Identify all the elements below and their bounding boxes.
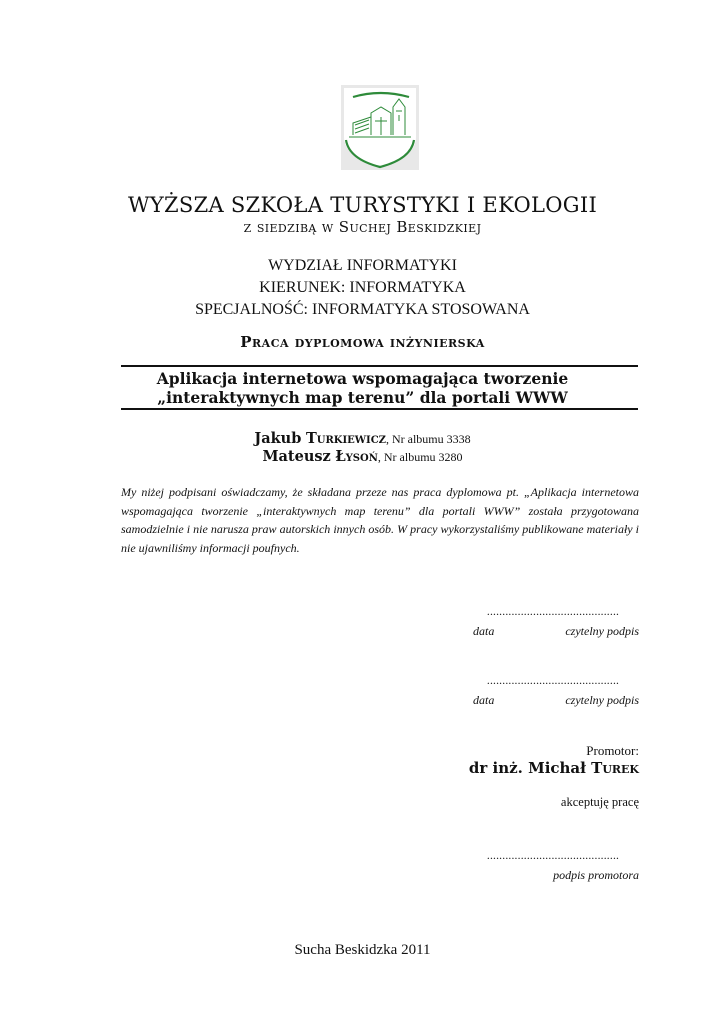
signature-dots: ........................................... (486, 606, 620, 618)
authors-block (0, 430, 725, 466)
accept-statement: akceptuję pracę (560, 795, 639, 809)
author-album-number: , Nr albumu 3338 (385, 432, 471, 446)
place-and-year: Sucha Beskidzka 2011 (294, 942, 431, 958)
declaration-text: My niżej podpisani oświadczamy, że składana przeze nas praca dyplomowa pt. „Aplikacja internetowa wspomagająca tworzenie „interaktywnych map terenu” dla portali WWW” została przygotowana samodzielnie i nie narusza praw autorskich innych osób. W pracy wykorzystaliśmy publikowane materiały i nie ujawniliśmy informacji poufnych. (121, 485, 639, 555)
signature-caption (467, 624, 639, 639)
promotor-signature-line (467, 850, 639, 883)
legible-signature-label: czytelny podpis (565, 624, 639, 638)
author-surname: Turkiewicz (305, 430, 386, 447)
university-name: WYŻSZA SZKOŁA TURYSTYKI I EKOLOGII (127, 193, 598, 217)
author-1 (0, 430, 725, 448)
author-first-name: Mateusz (262, 448, 331, 465)
promotor-title-first-name: dr inż. Michał (468, 759, 586, 777)
legible-signature-label: czytelny podpis (565, 693, 639, 707)
signature-dots: ........................................... (486, 675, 620, 687)
faculty-block (0, 255, 725, 321)
author-2 (0, 448, 725, 466)
author-album-number: , Nr albumu 3280 (377, 450, 463, 464)
author-first-name: Jakub (254, 430, 302, 447)
title-rule-top (121, 365, 638, 367)
signature-dots: ........................................... (486, 850, 620, 862)
university-seat: z siedzibą w Suchej Beskidzkiej (243, 218, 482, 236)
thesis-type: Praca dyplomowa inżynierska (240, 333, 485, 351)
signature-line-1 (467, 606, 639, 639)
university-crest-icon (341, 85, 419, 170)
promotor-signature-label: podpis promotora (553, 868, 639, 882)
signature-caption (467, 868, 639, 883)
faculty-name: WYDZIAŁ INFORMATYKI (268, 257, 457, 274)
thesis-title-line-2: „interaktywnych map terenu” dla portali WWW (157, 388, 568, 407)
promotor-surname: Turek (591, 759, 639, 777)
signature-line-2 (467, 675, 639, 708)
signature-caption (467, 693, 639, 708)
title-rule-bottom (121, 408, 638, 410)
thesis-title-line-1: Aplikacja internetowa wspomagająca tworzenie (156, 369, 569, 388)
author-surname: Łysoń (335, 448, 378, 465)
specialization: SPECJALNOŚĆ: INFORMATYKA STOSOWANA (195, 301, 530, 318)
field-of-study: KIERUNEK: INFORMATYKA (259, 279, 466, 296)
date-label: data (473, 624, 495, 638)
date-label: data (473, 693, 495, 707)
promotor-label: Promotor: (586, 743, 639, 758)
thesis-title (0, 369, 725, 407)
promotor-name (469, 759, 639, 777)
